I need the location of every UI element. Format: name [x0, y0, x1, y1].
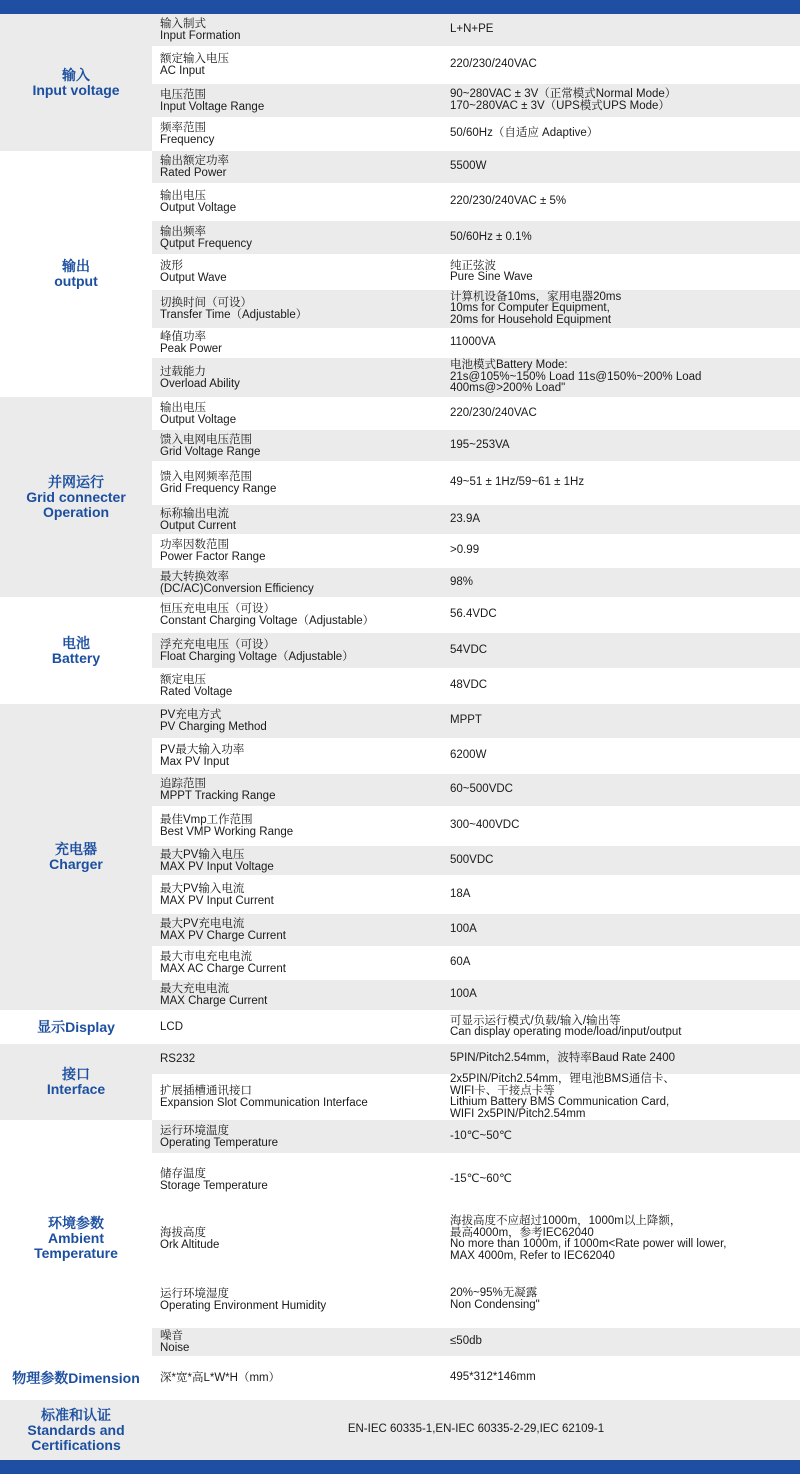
spec-row	[152, 358, 800, 397]
spec-row	[152, 806, 800, 846]
top-banner	[0, 0, 800, 14]
spec-value	[160, 1400, 792, 1460]
spec-item	[160, 151, 444, 183]
spec-item-line: 扩展插槽通讯接口	[160, 1085, 252, 1097]
spec-item-line: 最大PV输入电流	[160, 882, 245, 895]
spec-value	[450, 534, 796, 568]
spec-item	[160, 430, 444, 461]
spec-item	[160, 568, 444, 597]
spec-item-line: 输出电压	[160, 190, 206, 202]
spec-item-line: 峰值功率	[160, 331, 206, 343]
spec-item	[160, 774, 444, 806]
spec-row	[152, 117, 800, 151]
spec-item	[160, 846, 444, 875]
spec-row	[152, 14, 800, 46]
spec-item	[160, 668, 444, 704]
spec-row	[152, 846, 800, 875]
spec-item	[160, 290, 444, 328]
spec-item	[160, 505, 444, 534]
spec-item-line: MAX PV Input Current	[160, 894, 274, 907]
spec-value	[450, 946, 796, 980]
spec-value	[450, 774, 796, 806]
spec-item-line: PV最大输入功率	[160, 744, 245, 756]
spec-row	[152, 254, 800, 290]
spec-value	[450, 151, 796, 183]
spec-value	[450, 46, 796, 84]
spec-row	[152, 1010, 800, 1044]
spec-row	[152, 461, 800, 505]
spec-value-line: 49~51 ± 1Hz/59~61 ± 1Hz	[450, 476, 585, 489]
spec-value-line: 60A	[450, 956, 471, 969]
spec-value-line: 最高4000m，参考IEC62040	[450, 1226, 594, 1239]
spec-item	[160, 117, 444, 151]
spec-item-line: Transfer Time（Adjustable）	[160, 309, 308, 321]
spec-value-line: 电池模式Battery Mode:	[450, 359, 568, 372]
spec-item-line: Output Current	[160, 519, 237, 532]
spec-item-line: 储存温度	[160, 1168, 206, 1180]
spec-value-line: 5500W	[450, 160, 487, 173]
spec-item-line: 最大市电充电电流	[160, 951, 252, 963]
spec-value-line: 11000VA	[450, 336, 496, 349]
spec-item-line: 追踪范围	[160, 778, 206, 790]
spec-value	[450, 806, 796, 846]
spec-item-line: Input Voltage Range	[160, 100, 265, 113]
spec-item-line: 浮充充电电压（可设）	[160, 638, 275, 651]
spec-item	[160, 1328, 444, 1356]
spec-value	[450, 84, 796, 117]
spec-item-line: 深*宽*高L*W*H（mm）	[160, 1372, 281, 1384]
spec-item	[160, 1207, 444, 1271]
spec-value-line: 10ms for Computer Equipment,	[450, 302, 610, 315]
spec-row	[152, 1120, 800, 1153]
spec-value-line: 海拔高度不应超过1000m，1000m以上降额，	[450, 1215, 682, 1227]
spec-item	[160, 358, 444, 397]
spec-value-line: Pure Sine Wave	[450, 271, 533, 283]
spec-value-line: 495*312*146mm	[450, 1371, 536, 1384]
spec-item	[160, 597, 444, 633]
spec-item-line: Rated Power	[160, 167, 227, 179]
spec-value	[450, 430, 796, 461]
spec-item-line: 馈入电网频率范围	[160, 471, 252, 483]
spec-item-line: PV Charging Method	[160, 721, 267, 733]
section-dimension	[0, 1356, 800, 1400]
spec-value-line: 195~253VA	[450, 438, 510, 451]
spec-value-line: 300~400VDC	[450, 819, 520, 832]
spec-value	[450, 1271, 796, 1328]
spec-item	[160, 84, 444, 117]
spec-item	[160, 875, 444, 914]
section-display	[0, 1010, 800, 1044]
spec-table	[0, 14, 800, 1460]
spec-item	[160, 704, 444, 738]
spec-row	[152, 46, 800, 84]
spec-value-line: 50/60Hz（自适应 Adaptive）	[450, 127, 599, 140]
spec-item-line: Overload Ability	[160, 377, 240, 390]
spec-item	[160, 738, 444, 774]
spec-value-line: >0.99	[450, 544, 480, 557]
spec-value-line: WIFI卡、干接点卡等	[450, 1084, 555, 1097]
spec-item-line: MAX Charge Current	[160, 995, 268, 1007]
section-interface	[0, 1044, 800, 1120]
spec-row	[152, 946, 800, 980]
spec-value	[450, 183, 796, 221]
spec-item	[160, 1074, 444, 1120]
spec-value-line: 计算机设备10ms，家用电器20ms	[450, 290, 622, 303]
section-grid	[0, 397, 800, 597]
spec-row	[152, 183, 800, 221]
spec-value	[450, 358, 796, 397]
spec-row	[152, 221, 800, 254]
spec-value-line: 220/230/240VAC ± 5%	[450, 195, 567, 208]
spec-item-line: 额定电压	[160, 674, 206, 686]
spec-item	[160, 806, 444, 846]
spec-value-line: 170~280VAC ± 3V（UPS模式UPS Mode）	[450, 99, 670, 112]
spec-item-line: Operating Temperature	[160, 1136, 279, 1149]
spec-value	[450, 633, 796, 668]
spec-value	[450, 568, 796, 597]
spec-item	[160, 980, 444, 1010]
spec-item	[160, 1271, 444, 1328]
spec-item-line: 频率范围	[160, 122, 206, 134]
spec-item-line: RS232	[160, 1053, 196, 1065]
spec-value-line: 400ms@>200% Load"	[450, 382, 566, 395]
spec-value-line: 98%	[450, 575, 474, 588]
spec-item-line: 功率因数范围	[160, 539, 229, 551]
spec-value	[450, 397, 796, 430]
spec-item-line: Best VMP Working Range	[160, 826, 294, 838]
spec-row	[152, 328, 800, 358]
spec-item-line: Rated Voltage	[160, 686, 233, 698]
spec-value	[450, 1010, 796, 1044]
category-label: 输入 Input voltage	[0, 14, 152, 151]
spec-value-line: 5PIN/Pitch2.54mm，波特率Baud Rate 2400	[450, 1052, 675, 1065]
spec-item-line: Constant Charging Voltage（Adjustable）	[160, 615, 375, 627]
bottom-banner	[0, 1460, 800, 1474]
spec-row	[152, 568, 800, 597]
spec-item-line: AC Input	[160, 65, 205, 77]
spec-item-line: Qutput Frequency	[160, 237, 253, 250]
spec-item-line: Grid Frequency Range	[160, 483, 277, 495]
category-label: 接口 Interface	[0, 1044, 152, 1120]
spec-item-line: Output Voltage	[160, 202, 237, 214]
spec-item-line: 最佳Vmp工作范围	[160, 814, 253, 826]
spec-item	[160, 1356, 444, 1400]
spec-item	[160, 328, 444, 358]
spec-value	[450, 1153, 796, 1207]
spec-value	[450, 254, 796, 290]
spec-value-line: 20%~95%无凝露	[450, 1287, 538, 1299]
spec-value-line: 220/230/240VAC	[450, 58, 537, 71]
spec-item-line: MPPT Tracking Range	[160, 790, 276, 802]
section-charger	[0, 704, 800, 1010]
spec-value-line: 100A	[450, 988, 477, 1001]
spec-item-line: MAX PV Charge Current	[160, 930, 286, 942]
spec-item-line: Grid Voltage Range	[160, 445, 261, 458]
spec-item-line: 波形	[160, 260, 183, 272]
spec-row	[152, 1400, 800, 1460]
spec-item	[160, 397, 444, 430]
spec-item-line: 馈入电网电压范围	[160, 433, 252, 446]
spec-item-line: 最大PV充电电流	[160, 918, 245, 930]
spec-value-line: 50/60Hz ± 0.1%	[450, 230, 532, 243]
spec-value-line: MPPT	[450, 714, 482, 727]
spec-item	[160, 221, 444, 254]
category-label: 并网运行 Grid connecter Operation	[0, 397, 152, 597]
spec-row	[152, 151, 800, 183]
spec-value-line: 100A	[450, 923, 477, 936]
spec-item-line: Noise	[160, 1342, 190, 1354]
spec-item	[160, 46, 444, 84]
spec-value	[450, 505, 796, 534]
spec-value-line: 90~280VAC ± 3V（正常模式Normal Mode）	[450, 88, 677, 100]
spec-value-line: 21s@105%~150% Load 11s@150%~200% Load	[450, 370, 702, 383]
spec-item-line: Output Wave	[160, 272, 227, 284]
spec-row	[152, 84, 800, 117]
spec-row	[152, 1153, 800, 1207]
spec-item-line: 切换时间（可设）	[160, 297, 252, 309]
category-label: 显示Display	[0, 1010, 152, 1044]
spec-item-line: Output Voltage	[160, 413, 237, 426]
spec-item-line: (DC/AC)Conversion Efficiency	[160, 582, 314, 595]
spec-item-line: 恒压充电电压（可设）	[160, 603, 275, 615]
spec-value-line: 220/230/240VAC	[450, 406, 537, 419]
spec-item-line: 输入制式	[160, 18, 206, 30]
spec-row	[152, 738, 800, 774]
spec-value	[450, 1328, 796, 1356]
spec-item-line: 额定输入电压	[160, 53, 229, 65]
spec-item	[160, 633, 444, 668]
spec-item-line: Peak Power	[160, 343, 223, 355]
spec-value-line: 20ms for Household Equipment	[450, 313, 612, 326]
category-label: 标准和认证 Standards and Certifications	[0, 1400, 152, 1460]
spec-value	[450, 117, 796, 151]
spec-item-line: 最大转换效率	[160, 570, 229, 583]
spec-value	[450, 846, 796, 875]
spec-row	[152, 914, 800, 946]
spec-value	[450, 914, 796, 946]
spec-item	[160, 183, 444, 221]
spec-row	[152, 1356, 800, 1400]
spec-item-line: 输出电压	[160, 401, 206, 414]
spec-value-line: 纯正弦波	[450, 259, 496, 272]
spec-item	[160, 946, 444, 980]
spec-value-line: ≤50db	[450, 1335, 482, 1348]
spec-value	[450, 221, 796, 254]
spec-item-line: 电压范围	[160, 88, 206, 101]
spec-item-line: Float Charging Voltage（Adjustable）	[160, 650, 354, 663]
spec-item-line: Input Formation	[160, 30, 241, 42]
spec-item-line: 输出频率	[160, 225, 206, 238]
spec-item	[160, 1010, 444, 1044]
spec-value-line: EN-IEC 60335-1,EN-IEC 60335-2-29,IEC 62109-1	[347, 1423, 605, 1436]
spec-item-line: 过载能力	[160, 365, 206, 378]
spec-value-line: -15℃~60℃	[450, 1173, 512, 1186]
spec-value-line: Can display operating mode/load/input/output	[450, 1026, 682, 1038]
spec-item	[160, 461, 444, 505]
spec-item-line: LCD	[160, 1021, 184, 1033]
spec-value	[450, 668, 796, 704]
spec-value-line: Non Condensing"	[450, 1298, 540, 1311]
spec-value	[450, 328, 796, 358]
spec-row	[152, 668, 800, 704]
category-label: 充电器 Charger	[0, 704, 152, 1010]
category-label: 输出 output	[0, 151, 152, 397]
spec-value-line: 500VDC	[450, 853, 494, 866]
spec-value	[450, 1044, 796, 1074]
spec-value	[450, 980, 796, 1010]
section-input	[0, 14, 800, 151]
spec-value	[450, 461, 796, 505]
spec-item-line: MAX AC Charge Current	[160, 963, 286, 975]
spec-row	[152, 1044, 800, 1074]
spec-row	[152, 633, 800, 668]
spec-item-line: 噪音	[160, 1330, 183, 1342]
spec-value	[450, 875, 796, 914]
spec-row	[152, 1074, 800, 1120]
category-label: 环境参数 Ambient Temperature	[0, 1120, 152, 1356]
spec-item-line: 运行环境温度	[160, 1124, 229, 1137]
spec-row	[152, 534, 800, 568]
spec-item-line: 最大PV输入电压	[160, 848, 245, 861]
spec-value-line: 48VDC	[450, 679, 488, 692]
spec-value	[450, 597, 796, 633]
spec-item-line: Ork Altitude	[160, 1239, 220, 1251]
spec-row	[152, 1271, 800, 1328]
spec-item-line: 标称输出电流	[160, 507, 229, 520]
category-label: 电池 Battery	[0, 597, 152, 704]
spec-row	[152, 1207, 800, 1271]
section-standards	[0, 1400, 800, 1460]
spec-item-line: Expansion Slot Communication Interface	[160, 1097, 368, 1109]
spec-value-line: 18A	[450, 887, 471, 900]
spec-value-line: 2x5PIN/Pitch2.54mm，锂电池BMS通信卡、	[450, 1073, 675, 1085]
spec-item	[160, 914, 444, 946]
spec-value-line: No more than 1000m, if 1000m<Rate power will lower,	[450, 1238, 727, 1250]
spec-value-line: 23.9A	[450, 512, 481, 525]
spec-row	[152, 505, 800, 534]
spec-row	[152, 704, 800, 738]
spec-item	[160, 1044, 444, 1074]
spec-value	[450, 1074, 796, 1120]
spec-row	[152, 397, 800, 430]
spec-value-line: Lithium Battery BMS Communication Card,	[450, 1096, 670, 1108]
spec-value	[450, 1356, 796, 1400]
section-ambient	[0, 1120, 800, 1356]
spec-value-line: MAX 4000m, Refer to IEC62040	[450, 1249, 615, 1262]
spec-item-line: Power Factor Range	[160, 551, 266, 563]
spec-item-line: 海拔高度	[160, 1227, 206, 1239]
spec-value	[450, 1207, 796, 1271]
spec-item-line: PV充电方式	[160, 709, 222, 721]
spec-item-line: MAX PV Input Voltage	[160, 860, 274, 873]
spec-item-line: 运行环境湿度	[160, 1287, 229, 1300]
spec-item-line: Max PV Input	[160, 756, 230, 768]
spec-value-line: -10℃~50℃	[450, 1129, 512, 1142]
spec-item-line: Frequency	[160, 134, 215, 146]
section-battery	[0, 597, 800, 704]
spec-row	[152, 774, 800, 806]
spec-item-line: Storage Temperature	[160, 1180, 268, 1192]
spec-item	[160, 1153, 444, 1207]
spec-value-line: L+N+PE	[450, 23, 494, 36]
spec-value-line: 54VDC	[450, 643, 488, 656]
spec-value-line: 可显示运行模式/负载/输入/输出等	[450, 1014, 621, 1027]
spec-item	[160, 1120, 444, 1153]
spec-row	[152, 875, 800, 914]
spec-value	[450, 290, 796, 328]
spec-row	[152, 980, 800, 1010]
spec-value	[450, 14, 796, 46]
spec-value-line: 60~500VDC	[450, 783, 513, 796]
spec-value	[450, 704, 796, 738]
spec-value-line: 6200W	[450, 749, 487, 762]
spec-item-line: Operating Environment Humidity	[160, 1299, 327, 1312]
spec-row	[152, 1328, 800, 1356]
spec-value-line: WIFI 2x5PIN/Pitch2.54mm	[450, 1107, 586, 1120]
category-label: 物理参数Dimension	[0, 1356, 152, 1400]
spec-item	[160, 14, 444, 46]
spec-value	[450, 738, 796, 774]
section-output	[0, 151, 800, 397]
spec-item	[160, 534, 444, 568]
spec-item	[160, 254, 444, 290]
spec-item-line: 输出额定功率	[160, 155, 229, 167]
spec-value	[450, 1120, 796, 1153]
spec-row	[152, 290, 800, 328]
spec-item-line: 最大充电电流	[160, 983, 229, 995]
spec-row	[152, 430, 800, 461]
spec-row	[152, 597, 800, 633]
spec-value-line: 56.4VDC	[450, 608, 497, 621]
